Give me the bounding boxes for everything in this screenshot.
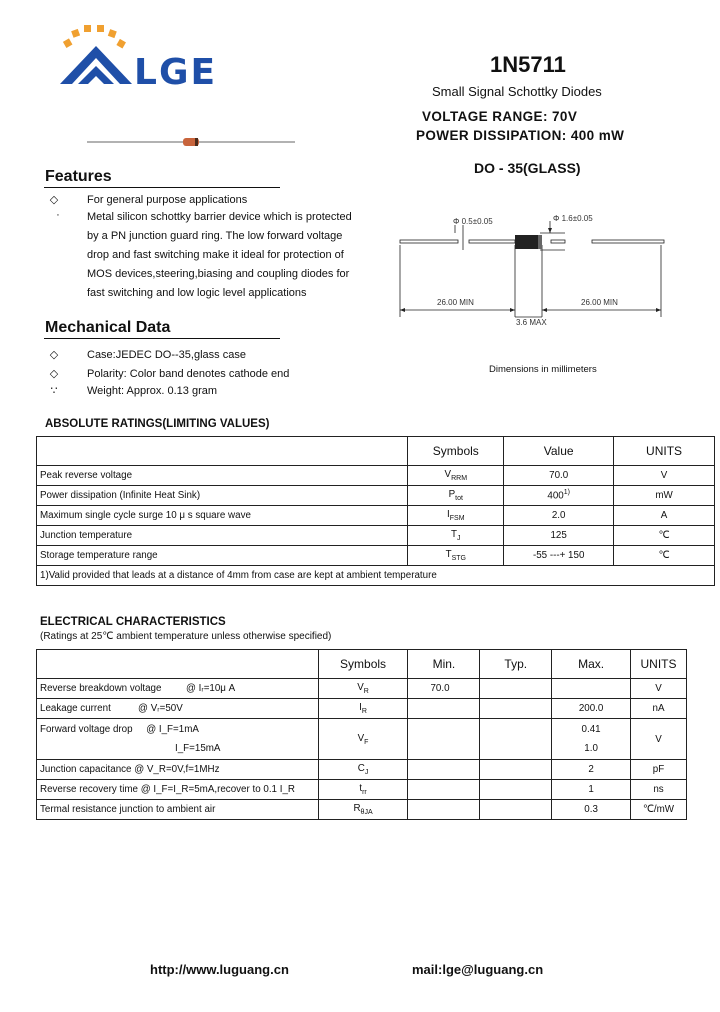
unit-cell: V <box>631 679 687 699</box>
unit-cell: A <box>614 506 715 526</box>
footnote-row <box>37 566 715 586</box>
website-link[interactable]: http://www.luguang.cn <box>150 962 289 977</box>
table-row <box>37 719 687 760</box>
unit-cell: ℃/mW <box>631 800 687 820</box>
mech-item: Weight: Approx. 0.13 gram <box>87 385 218 397</box>
unit-cell: ℃ <box>614 546 715 566</box>
table-row <box>37 780 687 800</box>
max-cell: 0.3 <box>552 800 631 820</box>
unit-cell: ℃ <box>614 526 715 546</box>
table-row <box>37 526 715 546</box>
value-cell: 125 <box>504 526 614 546</box>
unit-cell: pF <box>631 760 687 780</box>
param-cell: Storage temperature range <box>37 546 408 566</box>
elec-table <box>36 649 687 820</box>
symbol-cell: $t_{rr}$ <box>318 780 408 800</box>
package-dimension-drawing <box>395 205 670 330</box>
symbol-cell: $V_R$ <box>318 679 408 699</box>
lead-dia-label: Φ 0.5±0.05 <box>453 217 493 226</box>
feature-item: by a PN junction guard ring. The low forward voltage <box>87 230 343 242</box>
part-number: 1N5711 <box>490 52 566 77</box>
feature-item: fast switching and low logic level applications <box>87 287 307 299</box>
body-dia-label: Φ 1.6±0.05 <box>553 214 593 223</box>
unit-cell: ns <box>631 780 687 800</box>
table-row <box>37 679 687 699</box>
min-cell <box>408 760 480 780</box>
mech-bullet: ◇ <box>49 368 59 380</box>
max-cell <box>552 679 631 699</box>
min-cell <box>408 800 480 820</box>
subtitle: Small Signal Schottky Diodes <box>432 84 602 99</box>
param-cell: Reverse recovery time @ I_F=I_R=5mA,recover to 0.1 I_R <box>37 780 319 800</box>
header-cell <box>37 437 408 466</box>
table-row <box>37 466 715 486</box>
package-type: DO - 35(GLASS) <box>474 160 581 176</box>
header-typ: Typ. <box>480 650 552 679</box>
value-cell: 2.0 <box>504 506 614 526</box>
power-dissipation: POWER DISSIPATION: 400 mW <box>416 128 625 143</box>
mech-item: Polarity: Color band denotes cathode end <box>87 368 290 380</box>
min-cell <box>408 699 480 719</box>
unit-cell: mW <box>614 486 715 506</box>
lead-len-right-label: 26.00 MIN <box>581 298 618 307</box>
symbol-cell: $T_{STG}$ <box>408 546 504 566</box>
typ-cell <box>480 679 552 699</box>
header-min: Min. <box>408 650 480 679</box>
table-row <box>37 486 715 506</box>
param-cell: Leakage current @ Vᵣ=50V <box>37 699 319 719</box>
typ-cell <box>480 699 552 719</box>
symbol-cell: $C_J$ <box>318 760 408 780</box>
max-cell: 1 <box>552 780 631 800</box>
symbol-cell: $I_R$ <box>318 699 408 719</box>
lead-len-left-label: 26.00 MIN <box>437 298 474 307</box>
min-cell <box>408 780 480 800</box>
dimension-note: Dimensions in millimeters <box>489 364 597 375</box>
max-cell: 200.0 <box>552 699 631 719</box>
unit-cell: V <box>631 719 687 760</box>
value-cell: 70.0 <box>504 466 614 486</box>
abs-ratings-title: ABSOLUTE RATINGS(LIMITING VALUES) <box>45 418 270 430</box>
lge-logo-icon <box>58 22 134 92</box>
param-cell: Junction capacitance @ V_R=0V,f=1MHz <box>37 760 319 780</box>
elec-title: ELECTRICAL CHARACTERISTICS <box>40 616 226 628</box>
feature-item: For general purpose applications <box>87 194 248 206</box>
table-row <box>37 546 715 566</box>
header-value: Value <box>504 437 614 466</box>
mechanical-divider <box>44 338 280 339</box>
typ-cell <box>480 719 552 760</box>
header-cell <box>37 650 319 679</box>
feature-item: drop and fast switching make it ideal for protection of <box>87 249 344 261</box>
symbol-cell: $P_{tot}$ <box>408 486 504 506</box>
unit-cell: nA <box>631 699 687 719</box>
features-title: Features <box>45 168 112 185</box>
unit-cell: V <box>614 466 715 486</box>
mechanical-title: Mechanical Data <box>45 319 171 336</box>
param-cell: Forward voltage drop @ I_F=1mA I_F=15mA <box>37 719 319 760</box>
typ-cell <box>480 760 552 780</box>
header-units: UNITS <box>631 650 687 679</box>
symbol-cell: $R_{\theta JA}$ <box>318 800 408 820</box>
header-units: UNITS <box>614 437 715 466</box>
abs-ratings-table <box>36 436 715 586</box>
param-cell: Termal resistance junction to ambient air <box>37 800 319 820</box>
table-row <box>37 760 687 780</box>
feature-bullet: ◇ <box>49 194 59 206</box>
param-cell: Junction temperature <box>37 526 408 546</box>
email-link[interactable]: mail:lge@luguang.cn <box>412 962 544 977</box>
mech-item: Case:JEDEC DO--35,glass case <box>87 349 246 361</box>
typ-cell <box>480 780 552 800</box>
table-row <box>37 506 715 526</box>
param-cell: Peak reverse voltage <box>37 466 408 486</box>
header-symbols: Symbols <box>408 437 504 466</box>
max-cell: 2 <box>552 760 631 780</box>
value-cell: -55 ---+ 150 <box>504 546 614 566</box>
footnote-cell: 1)Valid provided that leads at a distance of 4mm from case are kept at ambient temperature <box>37 566 715 586</box>
features-divider <box>44 187 280 188</box>
table-header-row <box>37 437 715 466</box>
voltage-range: VOLTAGE RANGE: 70V <box>422 109 578 124</box>
feature-item: MOS devices,steering,biasing and coupling diodes for <box>87 268 350 280</box>
min-cell <box>408 719 480 760</box>
param-cell: Power dissipation (Infinite Heat Sink) <box>37 486 408 506</box>
mech-bullet: ∵ <box>50 385 58 397</box>
mech-bullet: ◇ <box>49 349 59 361</box>
symbol-cell: $I_{FSM}$ <box>408 506 504 526</box>
elec-note: (Ratings at 25℃ ambient temperature unless otherwise specified) <box>40 631 332 642</box>
typ-cell <box>480 800 552 820</box>
max-cell: 0.41 1.0 <box>552 719 631 760</box>
feature-bullet: · <box>56 209 60 221</box>
symbol-cell: $V_F$ <box>318 719 408 760</box>
body-len-label: 3.6 MAX <box>516 318 547 327</box>
brand-name: LGE <box>134 52 218 93</box>
table-row <box>37 699 687 719</box>
header-max: Max. <box>552 650 631 679</box>
value-cell: 400$^{1)}$ <box>504 486 614 506</box>
param-cell: Maximum single cycle surge 10 μ s square wave <box>37 506 408 526</box>
header-symbols: Symbols <box>318 650 408 679</box>
table-row <box>37 800 687 820</box>
symbol-cell: $V_{RRM}$ <box>408 466 504 486</box>
table-header-row <box>37 650 687 679</box>
diode-photo-icon <box>85 132 297 152</box>
min-cell: 70.0 <box>408 679 480 699</box>
symbol-cell: $T_J$ <box>408 526 504 546</box>
param-cell: Reverse breakdown voltage @ Iᵣ=10μ A <box>37 679 319 699</box>
feature-item: Metal silicon schottky barrier device which is protected <box>87 211 352 223</box>
